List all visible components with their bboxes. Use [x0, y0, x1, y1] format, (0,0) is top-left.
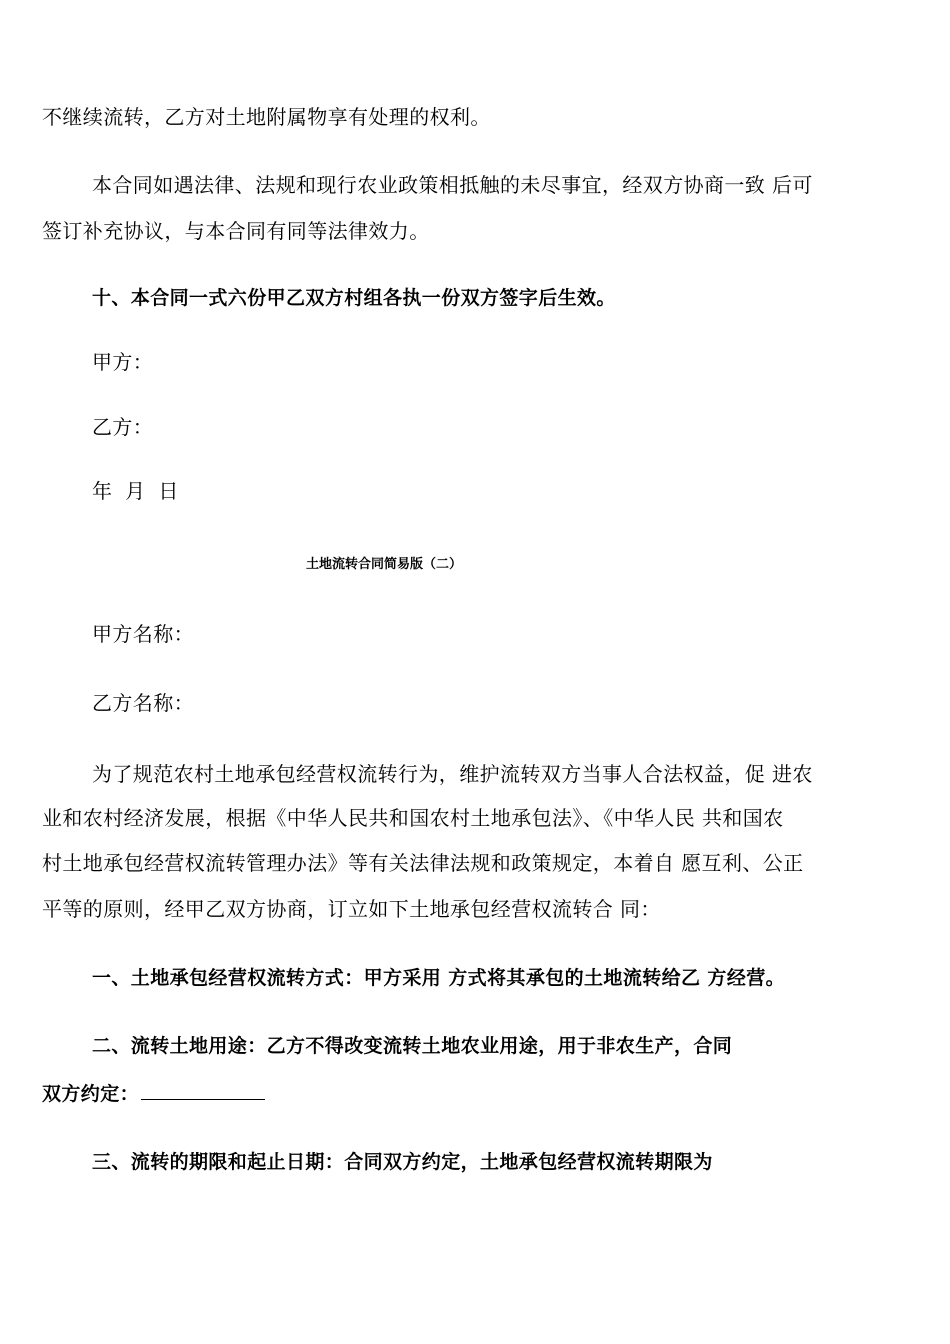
intro-line-3: 村土地承包经营权流转管理办法》等有关法律法规和政策规定，本着自 愿互利、公正: [42, 851, 804, 875]
party-a-name-label: 甲方名称：: [92, 622, 194, 646]
clause-ten: 十、本合同一式六份甲乙双方村组各执一份双方签字后生效。: [92, 287, 616, 309]
agreement-blank-field: [141, 1081, 265, 1100]
clause-two-agreement-label: 双方约定：: [42, 1083, 140, 1105]
date-label: 年 月 日: [92, 479, 179, 503]
intro-line-4: 平等的原则，经甲乙双方协商，订立如下土地承包经营权流转合 同：: [42, 897, 661, 921]
intro-line-1: 为了规范农村土地承包经营权流转行为，维护流转双方当事人合法权益，促 进农: [92, 762, 813, 786]
clause-two-line-2: [42, 1081, 265, 1106]
contract-subtitle: 土地流转合同简易版（二）: [306, 557, 463, 572]
party-a-signature-label: 甲方：: [92, 350, 154, 374]
party-b-signature-label: 乙方：: [92, 415, 154, 439]
clause-one: 一、土地承包经营权流转方式：甲方采用 方式将其承包的土地流转给乙 方经营。: [92, 967, 786, 989]
paragraph-supplement-line-2: 签订补充协议，与本合同有同等法律效力。: [42, 219, 430, 243]
intro-line-2: 业和农村经济发展，根据《中华人民共和国农村土地承包法》、《中华人民 共和国农: [42, 806, 784, 830]
clause-three: 三、流转的期限和起止日期：合同双方约定，土地承包经营权流转期限为: [92, 1151, 713, 1173]
party-b-name-label: 乙方名称：: [92, 691, 194, 715]
clause-two-line-1: 二、流转土地用途：乙方不得改变流转土地农业用途，用于非农生产，合同: [92, 1035, 733, 1057]
paragraph-supplement-line-1: 本合同如遇法律、法规和现行农业政策相抵触的未尽事宜，经双方协商一致 后可: [92, 173, 813, 197]
paragraph-attachment-rights: 不继续流转，乙方对土地附属物享有处理的权利。: [42, 105, 491, 129]
